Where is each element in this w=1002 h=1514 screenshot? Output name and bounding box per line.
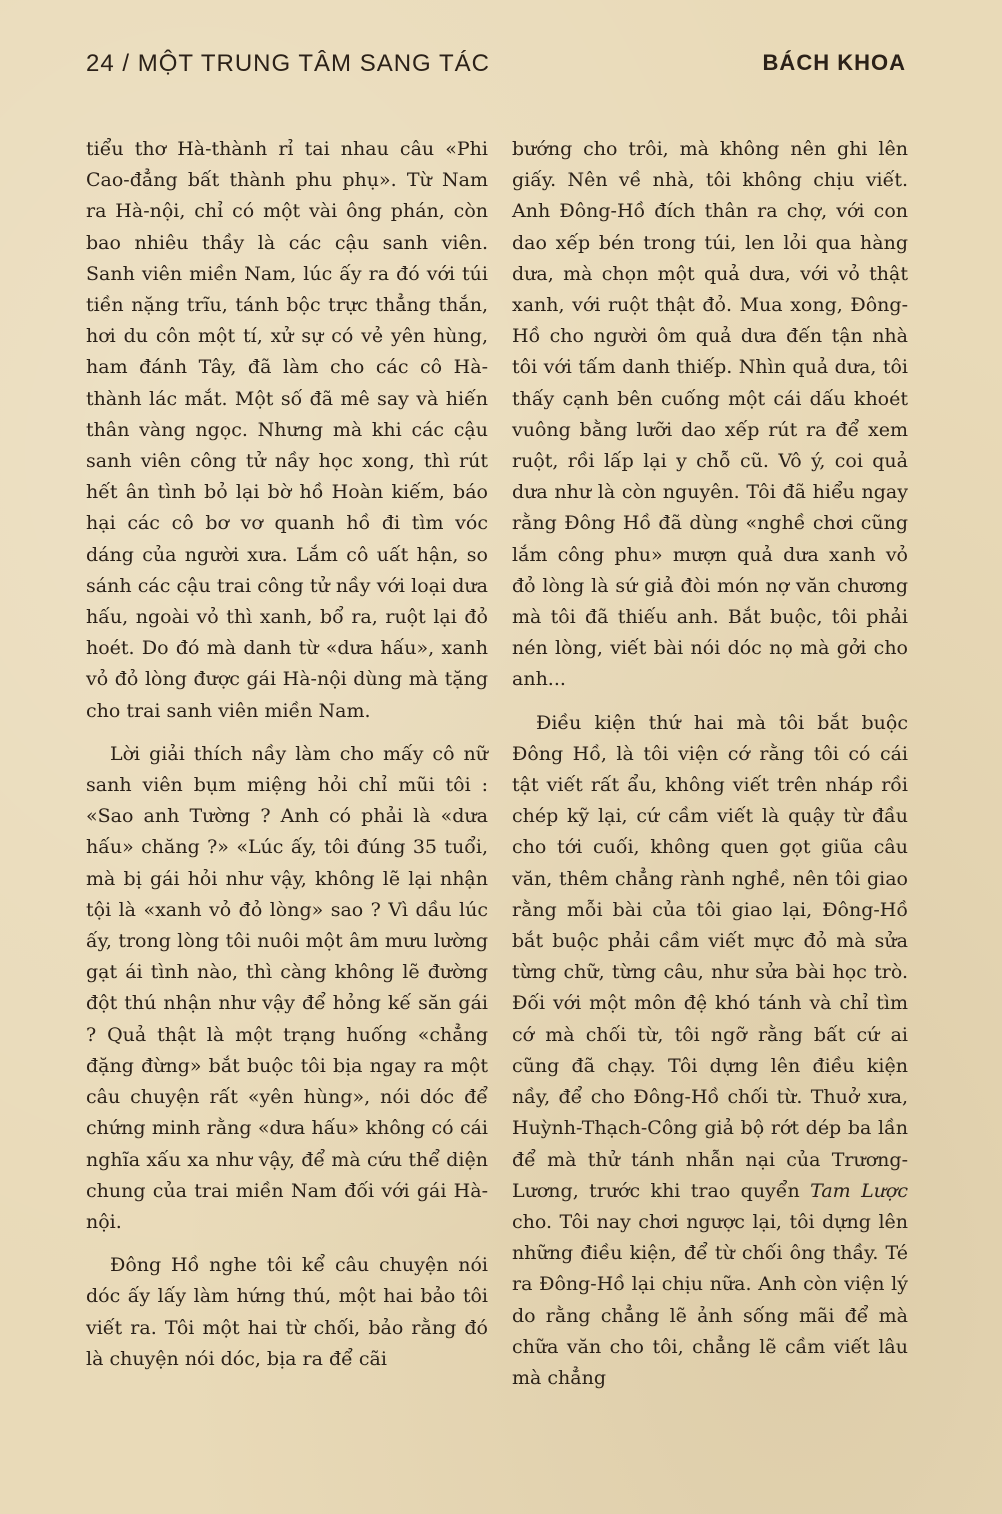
paragraph-text: Điều kiện thứ hai mà tôi bắt buộc Đông Hồ, là tôi viện cớ rằng tôi có cái tật viết rất ẩu, không viết trên nháp rồi chép kỹ lại, cứ cầm viết là quậy từ đầu cho tới cuối, không quen gọt giũa câu văn, thêm chẳng rành nghề, nên tôi giao rằng mỗi bài của tôi giao lại, Đông-Hồ bắt buộc phải cầm viết mực đỏ mà sửa từng chữ, từng câu, như sửa bài học trò. Đối với một môn đệ khó tánh và chỉ tìm cớ mà chối từ, tôi ngỡ rằng bất cứ ai cũng đã chạy. Tôi dựng lên điều kiện nầy, để cho Đông-Hồ chối từ. Thuở xưa, Huỳnh-Thạch-Công giả bộ rớt dép ba lần để mà thử tánh nhẫn nại của Trương-Lương, trước khi trao quyển xyxy=(512,711,908,1202)
right-column xyxy=(512,134,908,1394)
page-header xyxy=(86,50,906,90)
paragraph: tiểu thơ Hà-thành rỉ tai nhau câu «Phi Cao-đẳng bất thành phu phụ». Từ Nam ra Hà-nội, chỉ có một vài ông phán, còn bao nhiêu thầy là các cậu sanh viên. Sanh viên miền Nam, lúc ấy ra đó với túi tiền nặng trĩu, tánh bộc trực thẳng thắn, hơi du côn một tí, xử sự có vẻ yên hùng, ham đánh Tây, đã làm cho các cô Hà-thành lác mắt. Một số đã mê say và hiến thân vàng ngọc. Nhưng mà khi các cậu sanh viên công tử nầy học xong, thì rút hết ân tình bỏ lại bờ hồ Hoàn kiếm, báo hại các cô bơ vơ quanh hồ đi tìm vóc dáng của người xưa. Lắm cô uất hận, so sánh các cậu trai công tử nầy với loại dưa hấu, ngoài vỏ thì xanh, bổ ra, ruột lại đỏ hoét. Do đó mà danh từ «dưa hấu», xanh vỏ đỏ lòng được gái Hà-nội dùng mà tặng cho trai sanh viên miền Nam. xyxy=(86,138,488,722)
book-title: Tam Lược xyxy=(810,1179,909,1202)
paragraph: Đông Hồ nghe tôi kể câu chuyện nói dóc ấy lấy làm hứng thú, một hai bảo tôi viết ra. Tôi một hai từ chối, bảo rằng đó là chuyện nói dóc, bịa ra để cãi xyxy=(86,1254,488,1370)
paragraph xyxy=(512,708,908,1394)
paragraph: Lời giải thích nầy làm cho mấy cô nữ sanh viên bụm miệng hỏi chỉ mũi tôi : «Sao anh Tường ? Anh có phải là «dưa hấu» chăng ?» «Lúc ấy, tôi đúng 35 tuổi, mà bị gái hỏi như vậy, không lẽ lại nhận tội là «xanh vỏ đỏ lòng» sao ? Vì dầu lúc ấy, trong lòng tôi nuôi một âm mưu lường gạt ái tình nào, thì càng không lẽ đường đột thú nhận như vậy để hỏng kế săn gái ? Quả thật là một trạng huống «chẳng đặng đừng» bắt buộc tôi bịa ngay ra một câu chuyện rất «yên hùng», nói dóc để chứng minh rằng «dưa hấu» không có cái nghĩa xấu xa như vậy, để mà cứu thể diện chung của trai miền Nam đối với gái Hà-nội. xyxy=(86,742,488,1233)
paragraph-text: cho. Tôi nay chơi ngược lại, tôi dựng lên những điều kiện, để từ chối ông thầy. Té ra Đông-Hồ lại chịu nữa. Anh còn viện lý do rằng chẳng lẽ ảnh sống mãi để mà chữa văn cho tôi, chẳng lẽ cầm viết lâu mà chẳng xyxy=(512,1210,908,1389)
left-column xyxy=(86,134,488,1375)
page-number-and-title: 24 / MỘT TRUNG TÂM SANG TÁC xyxy=(86,50,490,77)
paragraph: bướng cho trôi, mà không nên ghi lên giấy. Nên về nhà, tôi không chịu viết. Anh Đông-Hồ đích thân ra chợ, với con dao xếp bén trong túi, len lỏi qua hàng dưa, mà chọn một quả dưa, với vỏ thật xanh, với ruột thật đỏ. Mua xong, Đông-Hồ cho người ôm quả dưa đến tận nhà tôi với tấm danh thiếp. Nhìn quả dưa, tôi thấy cạnh bên cuống một cái dấu khoét vuông bằng lưỡi dao xếp rút ra để xem ruột, rồi lấp lại y chỗ cũ. Vô ý, coi quả dưa như là còn nguyên. Tôi đã hiểu ngay rằng Đông Hồ đã dùng «nghề chơi cũng lắm công phu» mượn quả dưa xanh vỏ đỏ lòng là sứ giả đòi món nợ văn chương mà tôi đã thiếu anh. Bắt buộc, tôi phải nén lòng, viết bài nói dóc nọ mà gởi cho anh... xyxy=(512,138,908,691)
magazine-name: BÁCH KHOA xyxy=(762,50,906,75)
